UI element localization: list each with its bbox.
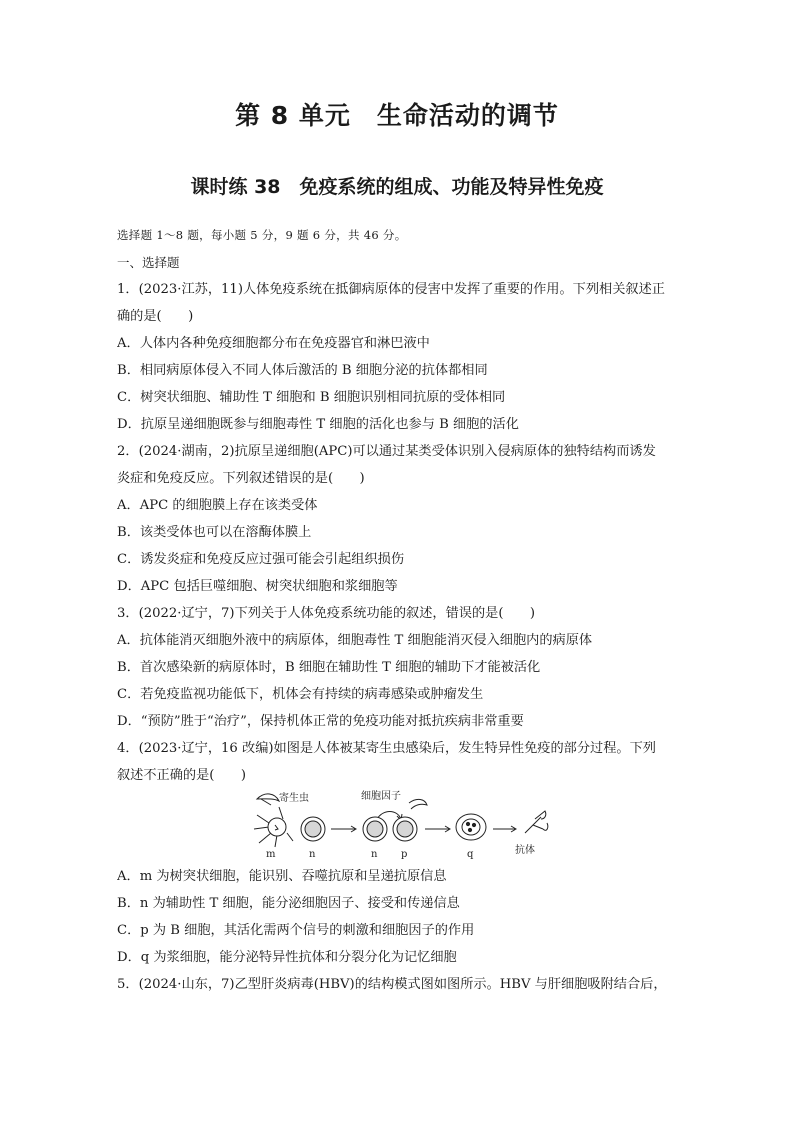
antibody-label: 抗体 <box>515 845 535 856</box>
question-stem-line: 叙述不正确的是( ) <box>117 768 246 783</box>
label-m: m <box>266 849 276 860</box>
question-stem-line: 2．(2024·湖南，2)抗原呈递细胞(APC)可以通过某类受体识别入侵病原体的独特结构而诱发 <box>117 444 656 459</box>
question-4 <box>117 735 683 971</box>
option-d: D．APC 包括巨噬细胞、树突状细胞和浆细胞等 <box>117 579 398 594</box>
arrow-icon <box>331 826 356 832</box>
question-stem-line: 4．(2023·辽宁，16 改编)如图是人体被某寄生虫感染后，发生特异性免疫的部分过程。下列 <box>117 741 656 756</box>
question-stem-line: 5．(2024·山东，7)乙型肝炎病毒(HBV)的结构模式图如图所示。HBV 与肝细胞吸附结合后， <box>117 977 667 992</box>
antibody-icon <box>525 811 548 833</box>
unit-title: 第 8 单元 生命活动的调节 <box>235 101 559 130</box>
arrow-icon <box>425 826 450 832</box>
plasma-cell-q <box>456 814 486 840</box>
question-2 <box>117 438 683 600</box>
b-cell-p <box>393 799 427 841</box>
parasite-icon <box>257 794 279 805</box>
option-b: B．首次感染新的病原体时，B 细胞在辅助性 T 细胞的辅助下才能被活化 <box>117 660 541 675</box>
immune-process-diagram <box>249 789 559 863</box>
option-a: A．APC 的细胞膜上存在该类受体 <box>117 498 318 513</box>
question-3 <box>117 600 683 735</box>
option-d: D．q 为浆细胞，能分泌特异性抗体和分裂分化为记忆细胞 <box>117 950 457 965</box>
option-c: C．诱发炎症和免疫反应过强可能会引起组织损伤 <box>117 552 405 567</box>
option-a: A．抗体能消灭细胞外液中的病原体，细胞毒性 T 细胞能消灭侵入细胞内的病原体 <box>117 633 593 648</box>
label-p: p <box>401 849 408 860</box>
option-a: A．人体内各种免疫细胞都分布在免疫器官和淋巴液中 <box>117 336 430 351</box>
section-title: 一、选择题 <box>117 255 180 270</box>
label-n: n <box>371 849 378 860</box>
content-body <box>117 222 683 998</box>
lesson-title: 课时练 38 免疫系统的组成、功能及特异性免疫 <box>190 176 604 198</box>
arrow-icon <box>493 826 516 832</box>
question-1 <box>117 276 683 438</box>
question-stem-line: 炎症和免疫反应。下列叙述错误的是( ) <box>117 471 365 486</box>
option-c: C．若免疫监视功能低下，机体会有持续的病毒感染或肿瘤发生 <box>117 687 484 702</box>
helper-t-cell-n <box>363 817 387 841</box>
immune-process-figure <box>117 789 683 863</box>
question-stem-line: 3．(2022·辽宁，7)下列关于人体免疫系统功能的叙述，错误的是( ) <box>117 606 535 621</box>
option-b: B．n 为辅助性 T 细胞，能分泌细胞因子、接受和传递信息 <box>117 896 460 911</box>
cytokine-label: 细胞因子 <box>361 791 401 802</box>
helper-t-cell-n <box>301 817 325 841</box>
option-d: D．抗原呈递细胞既参与细胞毒性 T 细胞的活化也参与 B 细胞的活化 <box>117 417 519 432</box>
exam-instructions: 选择题 1～8 题，每小题 5 分，9 题 6 分，共 46 分。 <box>117 228 407 242</box>
option-c: C．p 为 B 细胞，其活化需两个信号的刺激和细胞因子的作用 <box>117 923 475 938</box>
option-a: A．m 为树突状细胞，能识别、吞噬抗原和呈递抗原信息 <box>117 869 447 884</box>
option-c: C．树突状细胞、辅助性 T 细胞和 B 细胞识别相同抗原的受体相同 <box>117 390 506 405</box>
option-b: B．相同病原体侵入不同人体后激活的 B 细胞分泌的抗体都相同 <box>117 363 488 378</box>
question-stem-line: 确的是( ) <box>117 309 194 324</box>
option-b: B．该类受体也可以在溶酶体膜上 <box>117 525 312 540</box>
question-5 <box>117 971 683 998</box>
question-stem-line: 1．(2023·江苏，11)人体免疫系统在抵御病原体的侵害中发挥了重要的作用。下列相关叙述正 <box>117 282 665 297</box>
label-q: q <box>467 849 474 860</box>
label-n: n <box>309 849 316 860</box>
dendritic-cell-m <box>254 807 293 847</box>
option-d: D．“预防”胜于“治疗”，保持机体正常的免疫功能对抵抗疾病非常重要 <box>117 714 524 729</box>
parasite-label: 寄生虫 <box>279 793 309 804</box>
